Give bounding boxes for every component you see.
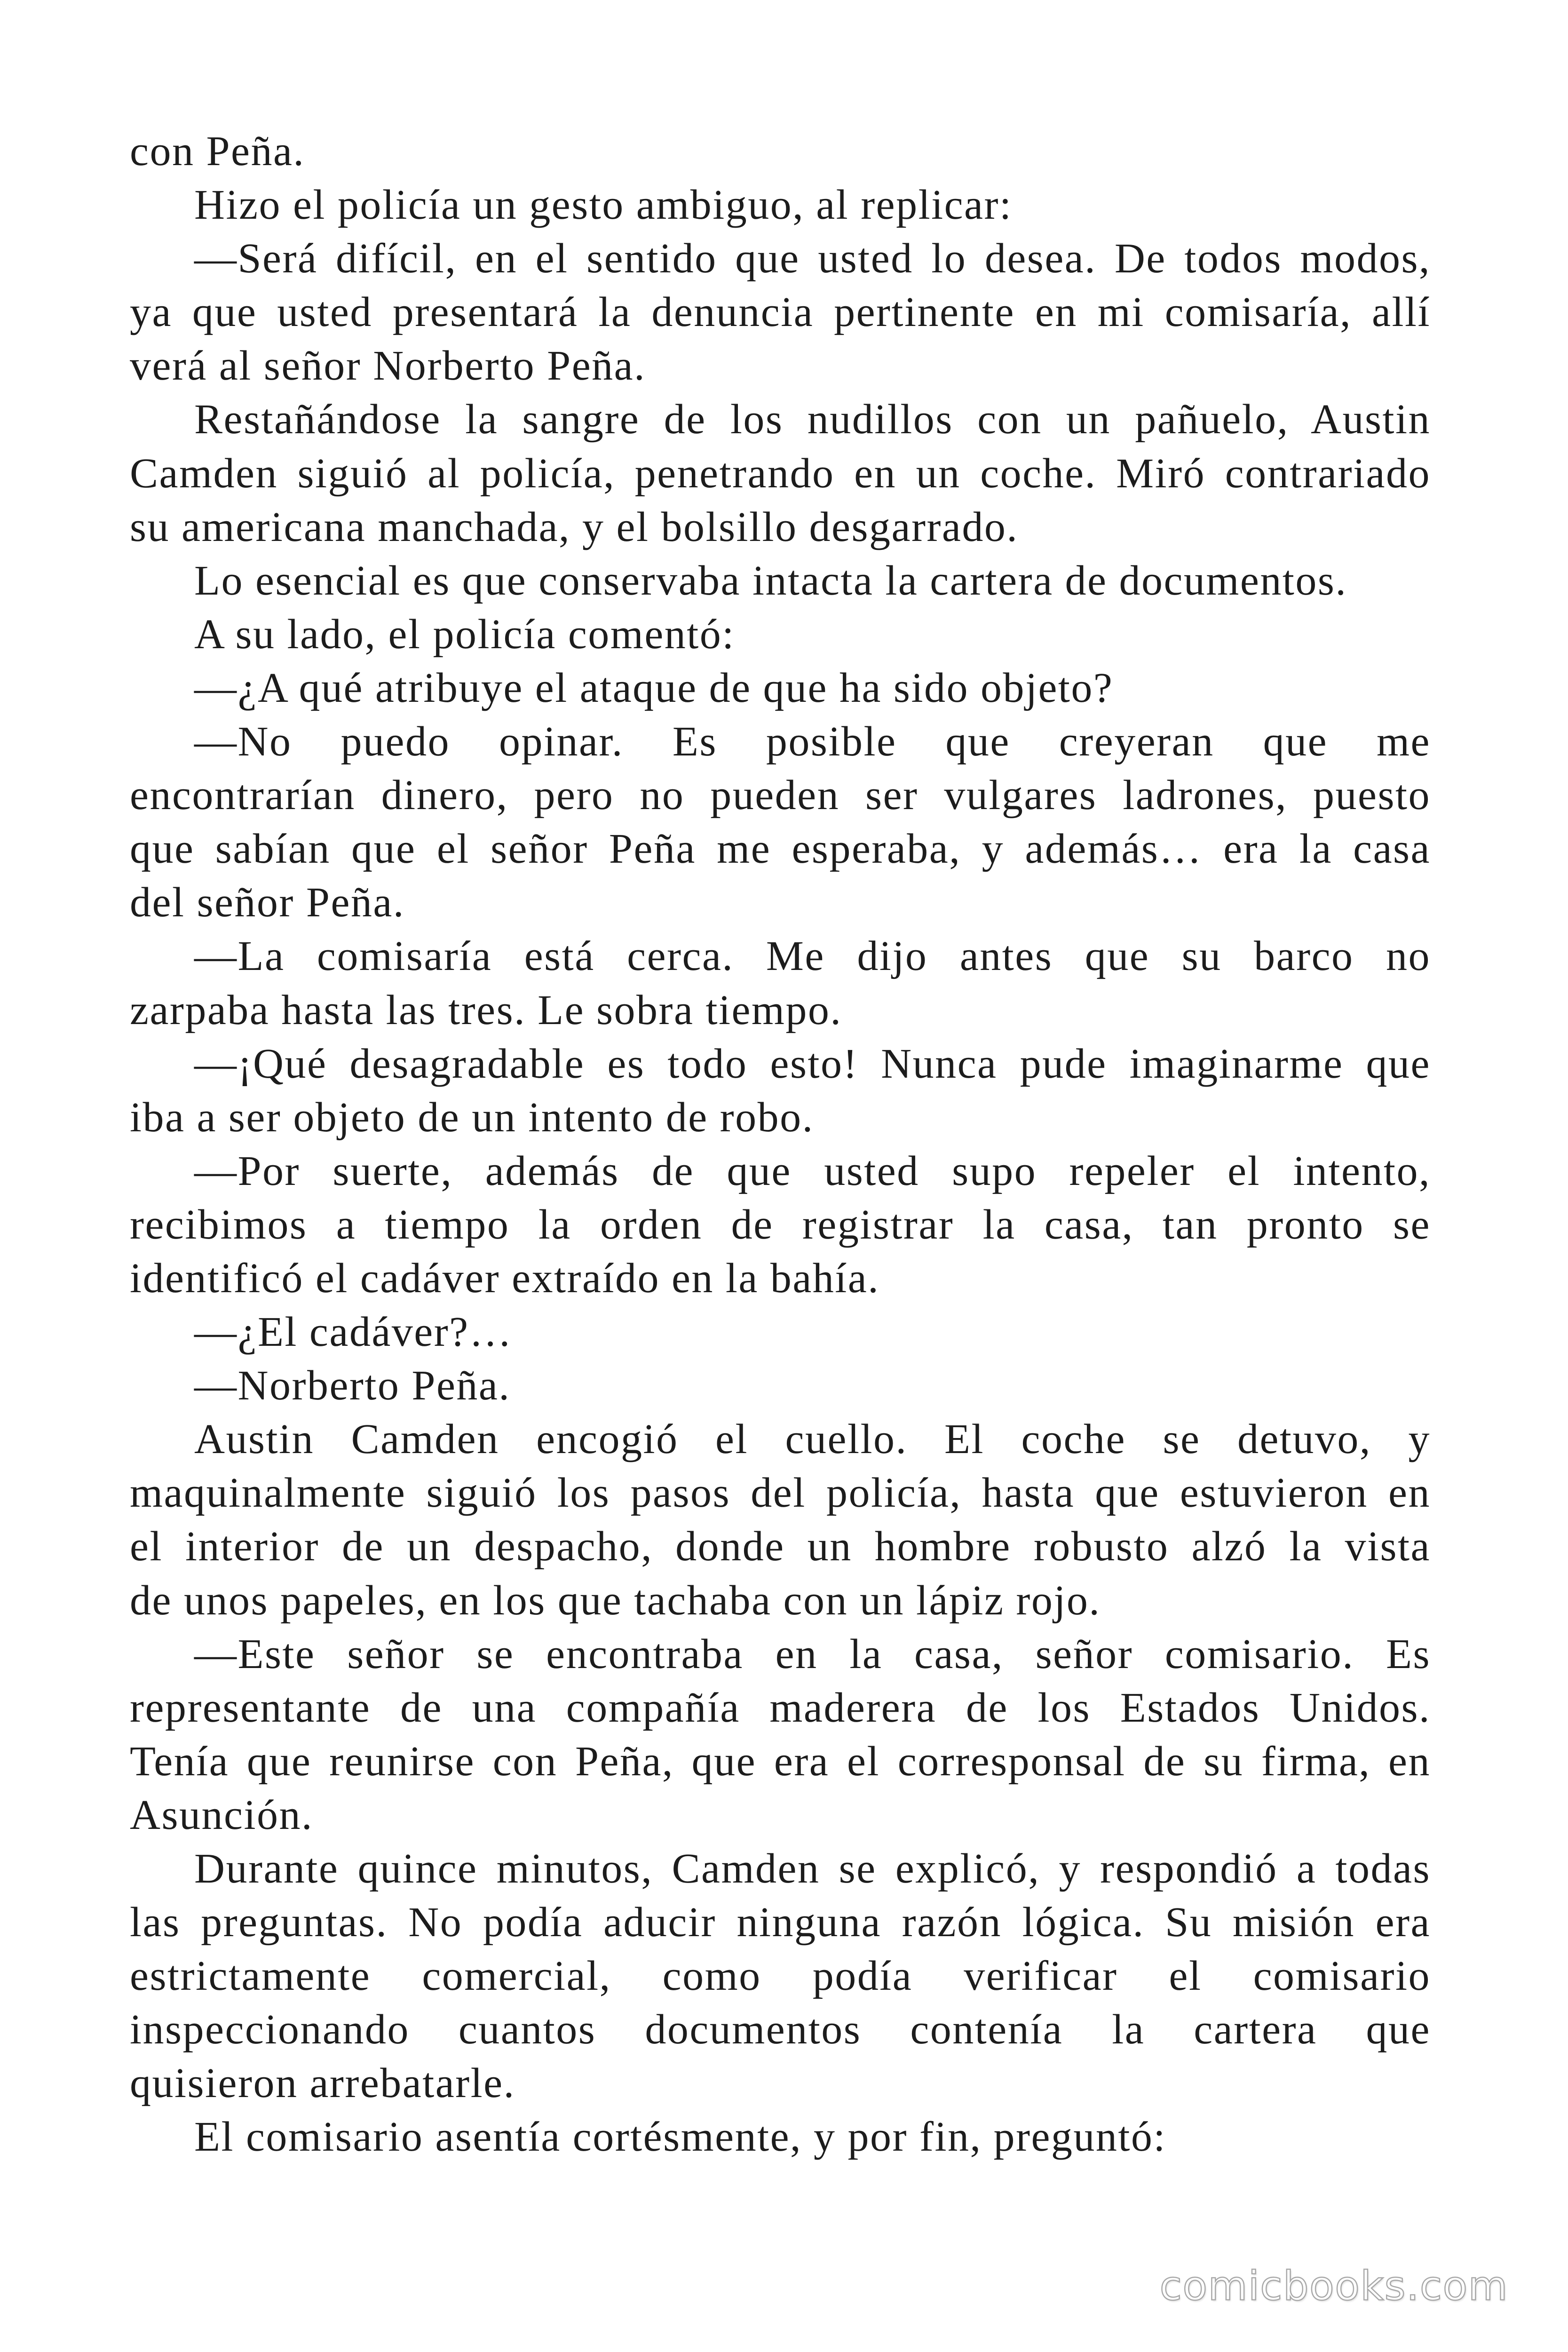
text-line: que sabían que el señor Peña me esperaba, y además… era la casa <box>130 826 1431 873</box>
text-line: El comisario asentía cortésmente, y por fin, preguntó: <box>194 2114 1166 2161</box>
paragraph <box>130 930 1431 1037</box>
text-line: Hizo el policía un gesto ambiguo, al replicar: <box>194 182 1013 229</box>
text-line: Restañándose la sangre de los nudillos con un pañuelo, Austin <box>194 396 1431 443</box>
paragraph <box>130 1628 1431 1842</box>
paragraph <box>130 715 1431 930</box>
text-line: iba a ser objeto de un intento de robo. <box>130 1094 814 1141</box>
text-line: —Por suerte, además de que usted supo repeler el intento, <box>194 1147 1431 1194</box>
paragraph <box>130 1144 1431 1305</box>
text-line: ya que usted presentará la denuncia pertinente en mi comisaría, allí <box>130 289 1431 336</box>
text-line: —¿A qué atribuye el ataque de que ha sido objeto? <box>194 664 1114 711</box>
text-line: —La comisaría está cerca. Me dijo antes que su barco no <box>194 933 1431 980</box>
paragraph <box>130 232 1431 393</box>
text-line: —Norberto Peña. <box>194 1362 511 1409</box>
text-line: Lo esencial es que conservaba intacta la cartera de documentos. <box>194 557 1347 604</box>
text-line: zarpaba hasta las tres. Le sobra tiempo. <box>130 986 842 1033</box>
paragraph <box>130 608 1431 661</box>
text-line: Camden siguió al policía, penetrando en un coche. Miró contrariado <box>130 450 1431 497</box>
paragraph <box>130 661 1431 715</box>
text-line: identificó el cadáver extraído en la bahía. <box>130 1255 880 1302</box>
paragraph <box>130 125 1431 178</box>
text-line: el interior de un despacho, donde un hombre robusto alzó la vista <box>130 1523 1431 1570</box>
text-line: encontrarían dinero, pero no pueden ser vulgares ladrones, puesto <box>130 772 1431 819</box>
body-text <box>130 125 1431 2164</box>
text-line: —Será difícil, en el sentido que usted lo desea. De todos modos, <box>194 235 1431 282</box>
paragraph <box>130 554 1431 608</box>
text-line: recibimos a tiempo la orden de registrar la casa, tan pronto se <box>130 1201 1431 1248</box>
text-line: —Este señor se encontraba en la casa, señor comisario. Es <box>194 1630 1431 1677</box>
text-line: Durante quince minutos, Camden se explicó, y respondió a todas <box>194 1845 1431 1892</box>
paragraph <box>130 1037 1431 1144</box>
text-line: Tenía que reunirse con Peña, que era el corresponsal de su firma, en <box>130 1738 1431 1785</box>
text-line: quisieron arrebatarle. <box>130 2060 515 2107</box>
text-line: Asunción. <box>130 1791 313 1838</box>
text-line: estrictamente comercial, como podía verificar el comisario <box>130 1953 1431 2000</box>
text-line: A su lado, el policía comentó: <box>194 611 735 658</box>
paragraph <box>130 1842 1431 2110</box>
text-line: —No puedo opinar. Es posible que creyeran que me <box>194 718 1431 765</box>
text-line: representante de una compañía maderera de los Estados Unidos. <box>130 1684 1431 1731</box>
watermark: comicbooks.com <box>1159 2263 1508 2310</box>
text-line: con Peña. <box>130 128 305 175</box>
paragraph <box>130 1413 1431 1627</box>
text-line: de unos papeles, en los que tachaba con un lápiz rojo. <box>130 1577 1101 1624</box>
paragraph <box>130 178 1431 232</box>
text-line: inspeccionando cuantos documentos contenía la cartera que <box>130 2006 1431 2053</box>
text-line: —¡Qué desagradable es todo esto! Nunca pude imaginarme que <box>194 1040 1431 1087</box>
text-line: maquinalmente siguió los pasos del policía, hasta que estuvieron en <box>130 1470 1431 1517</box>
paragraph <box>130 1359 1431 1413</box>
paragraph <box>130 393 1431 554</box>
paragraph <box>130 1305 1431 1359</box>
text-line: verá al señor Norberto Peña. <box>130 342 646 389</box>
text-line: —¿El cadáver?… <box>194 1309 513 1356</box>
text-line: su americana manchada, y el bolsillo desgarrado. <box>130 503 1019 550</box>
paragraph <box>130 2110 1431 2164</box>
text-line: Austin Camden encogió el cuello. El coche se detuvo, y <box>194 1416 1431 1463</box>
text-line: del señor Peña. <box>130 879 405 926</box>
text-line: las preguntas. No podía aducir ninguna razón lógica. Su misión era <box>130 1899 1431 1946</box>
